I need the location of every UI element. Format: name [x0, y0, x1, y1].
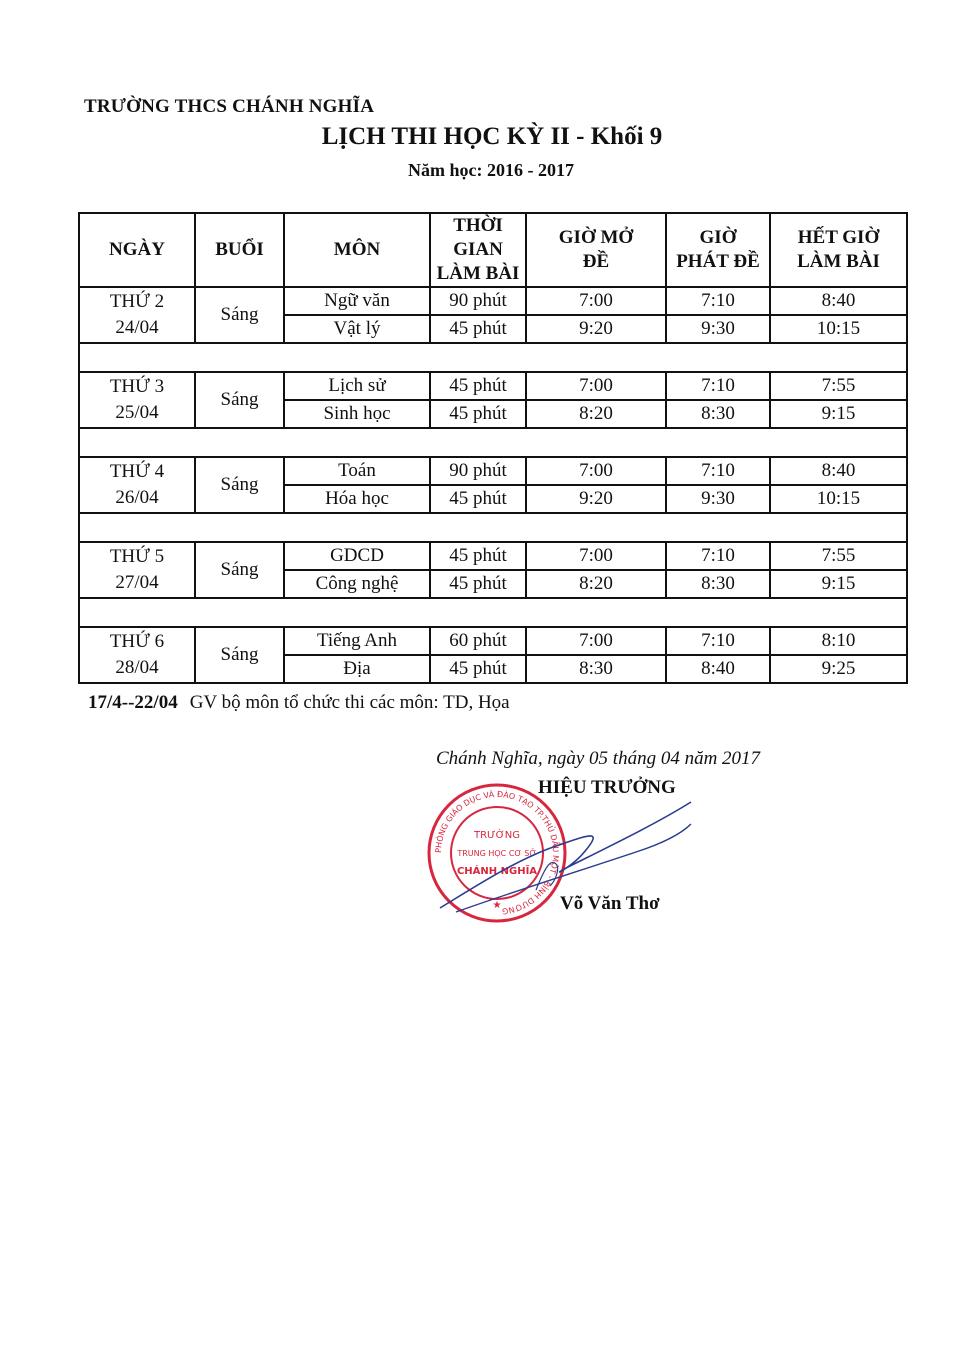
- principal-title: HIỆU TRƯỞNG: [538, 777, 676, 798]
- spacer-row: [79, 343, 907, 372]
- open-time-cell: 7:00: [526, 627, 666, 655]
- table-row: [79, 287, 907, 315]
- stamp-star-icon: ★: [492, 900, 502, 911]
- spacer-row: [79, 598, 907, 627]
- spacer-cell: [79, 513, 907, 542]
- open-time-cell: 8:30: [526, 655, 666, 683]
- header-het-gio: HẾT GIỜ LÀM BÀI: [770, 213, 907, 287]
- duration-cell: 45 phút: [430, 372, 526, 400]
- table-header-row: [79, 213, 907, 287]
- hand-out-time-cell: 9:30: [666, 315, 770, 343]
- stamp-line-3: CHÁNH NGHĨA: [456, 866, 538, 877]
- header-ngay: NGÀY: [79, 213, 195, 287]
- spacer-row: [79, 428, 907, 457]
- day-cell: THỨ 6 28/04: [79, 627, 195, 683]
- principal-name: Võ Văn Thơ: [560, 893, 660, 914]
- header-mon: MÔN: [284, 213, 430, 287]
- table-row: [79, 372, 907, 400]
- hand-out-time-cell: 7:10: [666, 372, 770, 400]
- place-date: Chánh Nghĩa, ngày 05 tháng 04 năm 2017: [436, 748, 761, 769]
- open-time-cell: 7:00: [526, 457, 666, 485]
- subject-cell: Tiếng Anh: [284, 627, 430, 655]
- end-time-cell: 9:15: [770, 400, 907, 428]
- end-time-cell: 8:40: [770, 457, 907, 485]
- header-thoi-gian: THỜI GIAN LÀM BÀI: [430, 213, 526, 287]
- header-buoi: BUỔI: [195, 213, 284, 287]
- hand-out-time-cell: 7:10: [666, 627, 770, 655]
- note-text: GV bộ môn tổ chức thi các môn: TD, Họa: [189, 692, 510, 713]
- hand-out-time-cell: 9:30: [666, 485, 770, 513]
- subject-cell: Lịch sử: [284, 372, 430, 400]
- subject-cell: Hóa học: [284, 485, 430, 513]
- open-time-cell: 9:20: [526, 485, 666, 513]
- spacer-cell: [79, 343, 907, 372]
- duration-cell: 45 phút: [430, 485, 526, 513]
- spacer-row: [79, 513, 907, 542]
- spacer-cell: [79, 598, 907, 627]
- duration-cell: 45 phút: [430, 542, 526, 570]
- session-cell: Sáng: [195, 287, 284, 343]
- open-time-cell: 8:20: [526, 570, 666, 598]
- subject-cell: Công nghệ: [284, 570, 430, 598]
- duration-cell: 45 phút: [430, 570, 526, 598]
- document-title: [0, 123, 966, 151]
- exam-schedule-table: [78, 212, 908, 684]
- school-year-text: Năm học: 2016 - 2017: [408, 160, 574, 180]
- subject-cell: Địa: [284, 655, 430, 683]
- end-time-cell: 8:10: [770, 627, 907, 655]
- session-cell: Sáng: [195, 627, 284, 683]
- end-time-cell: 8:40: [770, 287, 907, 315]
- session-cell: Sáng: [195, 457, 284, 513]
- end-time-cell: 10:15: [770, 485, 907, 513]
- hand-out-time-cell: 8:30: [666, 570, 770, 598]
- table-row: [79, 457, 907, 485]
- end-time-cell: 7:55: [770, 372, 907, 400]
- duration-cell: 45 phút: [430, 400, 526, 428]
- stamp-outer-text: PHÒNG GIÁO DỤC VÀ ĐÀO TẠO TP.THỦ DẦU MỘT - BÌNH DƯƠNG: [433, 789, 561, 916]
- stamp-line-1: TRƯỜNG: [474, 830, 520, 841]
- end-time-cell: 10:15: [770, 315, 907, 343]
- pe-art-note: [88, 692, 510, 714]
- note-dates: 17/4--22/04: [88, 692, 178, 713]
- stamp-line-2: TRUNG HỌC CƠ SỞ: [457, 849, 537, 858]
- session-cell: Sáng: [195, 372, 284, 428]
- day-cell: THỨ 3 25/04: [79, 372, 195, 428]
- end-time-cell: 7:55: [770, 542, 907, 570]
- day-cell: THỨ 2 24/04: [79, 287, 195, 343]
- duration-cell: 45 phút: [430, 315, 526, 343]
- hand-out-time-cell: 7:10: [666, 542, 770, 570]
- school-name: TRƯỜNG THCS CHÁNH NGHĨA: [84, 96, 375, 117]
- session-cell: Sáng: [195, 542, 284, 598]
- day-cell: THỨ 4 26/04: [79, 457, 195, 513]
- open-time-cell: 8:20: [526, 400, 666, 428]
- open-time-cell: 9:20: [526, 315, 666, 343]
- document-title-text: LỊCH THI HỌC KỲ II - Khối 9: [321, 123, 663, 150]
- header-gio-phat-de: GIỜ PHÁT ĐỀ: [666, 213, 770, 287]
- end-time-cell: 9:15: [770, 570, 907, 598]
- duration-cell: 90 phút: [430, 457, 526, 485]
- header-gio-mo-de: GIỜ MỞ ĐỀ: [526, 213, 666, 287]
- hand-out-time-cell: 8:40: [666, 655, 770, 683]
- spacer-cell: [79, 428, 907, 457]
- hand-out-time-cell: 7:10: [666, 457, 770, 485]
- open-time-cell: 7:00: [526, 287, 666, 315]
- open-time-cell: 7:00: [526, 372, 666, 400]
- subject-cell: GDCD: [284, 542, 430, 570]
- subject-cell: Sinh học: [284, 400, 430, 428]
- school-year: [0, 160, 966, 181]
- end-time-cell: 9:25: [770, 655, 907, 683]
- duration-cell: 45 phút: [430, 655, 526, 683]
- day-cell: THỨ 5 27/04: [79, 542, 195, 598]
- hand-out-time-cell: 7:10: [666, 287, 770, 315]
- open-time-cell: 7:00: [526, 542, 666, 570]
- duration-cell: 60 phút: [430, 627, 526, 655]
- subject-cell: Vật lý: [284, 315, 430, 343]
- table-row: [79, 542, 907, 570]
- hand-out-time-cell: 8:30: [666, 400, 770, 428]
- table-row: [79, 627, 907, 655]
- subject-cell: Toán: [284, 457, 430, 485]
- subject-cell: Ngữ văn: [284, 287, 430, 315]
- duration-cell: 90 phút: [430, 287, 526, 315]
